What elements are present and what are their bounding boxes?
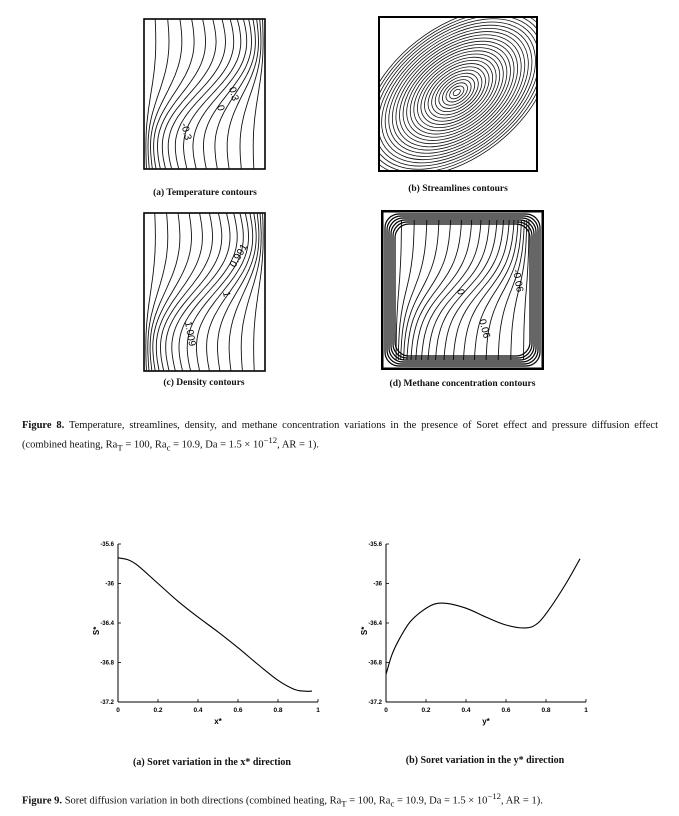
contour-label: 0.3	[226, 85, 241, 103]
streamline	[423, 61, 490, 124]
streamline	[452, 88, 462, 97]
figure9-caption-mid1: = 100, Ra	[346, 795, 391, 807]
streamline	[378, 16, 538, 169]
figure9-caption-mid2: = 10.9, Da = 1.5 × 10	[394, 795, 488, 807]
x-tick-label: 0	[116, 707, 120, 714]
contour-line	[150, 213, 180, 371]
contour-line	[162, 19, 216, 169]
y-axis-label: S*	[360, 626, 369, 636]
figure8-caption-sup: −12	[263, 435, 278, 445]
x-tick-label: 1	[316, 707, 320, 714]
figure9-chart-b	[358, 536, 608, 728]
streamline	[438, 74, 476, 110]
contour-label: 0	[454, 287, 467, 297]
density-contour-plot	[143, 212, 266, 372]
contour-label: 1	[220, 290, 232, 298]
figure8-caption-mid2: = 10.9, Da = 1.5 × 10	[170, 439, 264, 451]
contour-label: -0.3	[178, 121, 194, 142]
streamline	[442, 79, 471, 106]
streamlines-contour-plot	[378, 16, 538, 172]
x-tick-label: 0.4	[461, 707, 471, 714]
y-axis-label: S*	[92, 626, 101, 636]
figure8-panel-b-caption: (b) Streamlines contours	[408, 184, 508, 194]
figure8-panel-c	[143, 212, 266, 372]
streamline	[395, 34, 519, 151]
x-tick-label: 0.2	[421, 707, 431, 714]
x-axis-label: x*	[214, 717, 222, 726]
figure8-panel-c-caption: (c) Density contours	[163, 378, 245, 388]
x-axis-label: y*	[482, 717, 490, 726]
y-tick-label: -36.8	[368, 660, 382, 667]
contour-line	[161, 213, 213, 371]
figure9-caption-sup: −12	[487, 791, 502, 801]
x-tick-label: 0.4	[193, 707, 203, 714]
x-tick-label: 0	[384, 707, 388, 714]
figure8-panel-d-caption: (d) Methane concentration contours	[389, 379, 536, 389]
contour-line	[146, 213, 156, 371]
soret-x-chart	[90, 536, 340, 728]
y-tick-label: -36	[105, 581, 114, 588]
concentration-line	[398, 220, 414, 360]
streamline-loops	[378, 16, 538, 172]
y-tick-label: -35.6	[368, 542, 382, 548]
streamline	[447, 83, 466, 101]
contour-lines	[146, 19, 263, 169]
figure9-caption-sub1: T	[341, 798, 347, 809]
contour-line	[187, 213, 243, 371]
soret-y-chart	[358, 536, 608, 728]
contour-line	[166, 213, 222, 371]
y-tick-label: -36.4	[100, 621, 114, 627]
figure9-caption-label: Figure 9.	[22, 795, 63, 807]
figure8-panel-a-caption: (a) Temperature contours	[153, 188, 257, 198]
contour-label: 0.06	[476, 317, 492, 340]
figure8-panel-a	[143, 18, 266, 170]
figure8-panel-b	[378, 16, 538, 172]
y-tick-label: -36.8	[100, 660, 114, 667]
contour-line	[151, 19, 182, 169]
figure8-caption-label: Figure 8.	[22, 420, 65, 431]
concentration-line	[464, 220, 515, 360]
x-tick-label: 0.6	[233, 707, 243, 714]
figure8-caption	[22, 418, 658, 456]
y-tick-label: -37.2	[368, 700, 382, 706]
figure9-caption-text: Soret diffusion variation in both directions (combined heating, Ra	[64, 795, 342, 807]
plot-frame	[144, 213, 265, 371]
series-line	[386, 559, 580, 675]
y-tick-label: -36.4	[368, 621, 382, 627]
contour-line	[254, 213, 264, 371]
figure9-caption-sub2: c	[390, 798, 395, 809]
x-tick-label: 0.8	[541, 707, 551, 714]
figure8-caption-mid1: = 100, Ra	[122, 439, 167, 451]
x-tick-label: 0.6	[501, 707, 511, 714]
y-tick-label: -37.2	[100, 700, 114, 706]
contour-lines	[146, 213, 263, 371]
contour-line	[154, 19, 195, 169]
streamline	[378, 16, 538, 172]
temperature-contour-plot	[143, 18, 266, 170]
y-tick-label: -36	[373, 581, 382, 588]
methane-concentration-contour-plot	[381, 210, 544, 370]
contour-label: 0	[214, 103, 227, 113]
figure8-caption-sub2: c	[166, 442, 171, 453]
x-tick-label: 1	[584, 707, 588, 714]
y-tick-label: -35.6	[100, 542, 114, 548]
figure8-caption-text: Temperature, streamlines, density, and methane concentration variations in the presence of Soret effect and pressure diffusion effect (combined heating, Ra	[22, 420, 658, 451]
figure9-chart-a-caption: (a) Soret variation in the x* direction	[133, 757, 291, 768]
contour-line	[168, 19, 225, 169]
contour-line	[229, 213, 259, 371]
contour-label: -0.06	[510, 268, 525, 293]
figure9-chart-a	[90, 536, 340, 728]
figure9-caption-end: , AR = 1).	[501, 795, 543, 807]
contour-line	[175, 19, 233, 169]
contour-label: 0.991	[228, 242, 251, 270]
figure9-chart-b-caption: (b) Soret variation in the y* direction	[405, 755, 565, 766]
figure8-caption-sub1: T	[117, 442, 123, 453]
x-tick-label: 0.2	[153, 707, 163, 714]
x-tick-label: 0.8	[273, 707, 283, 714]
streamline	[385, 25, 528, 160]
figure8-panel-d	[381, 210, 544, 370]
contour-label: 1.009	[182, 320, 198, 348]
streamline	[390, 30, 524, 156]
series-line	[118, 558, 312, 691]
figure8-caption-end: , AR = 1).	[277, 439, 319, 451]
figure9-caption	[22, 789, 662, 812]
